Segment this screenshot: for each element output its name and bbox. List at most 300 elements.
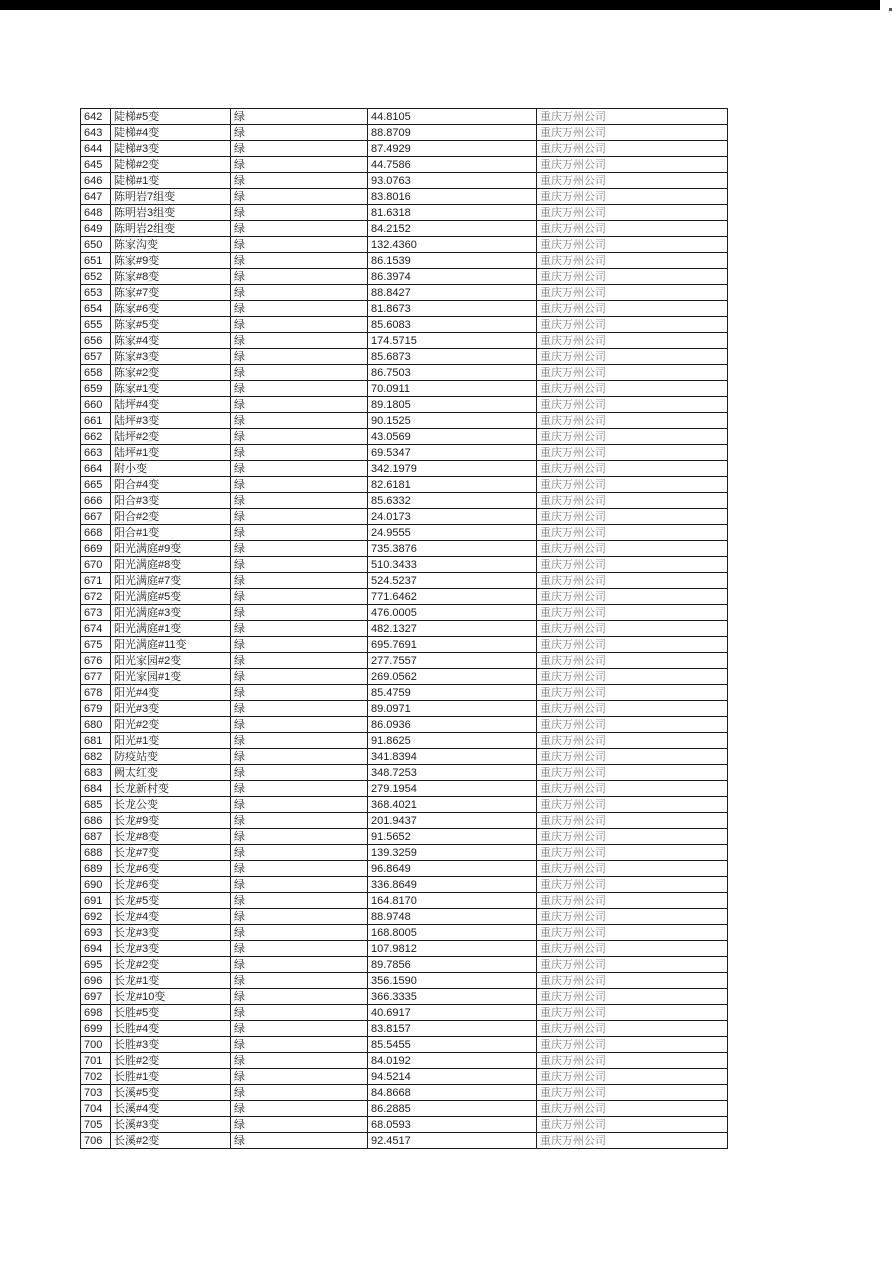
cell-name: 长龙#8变 [111, 829, 231, 845]
cell-status: 绿 [231, 637, 368, 653]
cell-name: 陈明岩2组变 [111, 221, 231, 237]
table-row [81, 989, 728, 1005]
cell-company: 重庆万州公司 [537, 845, 728, 861]
cell-company: 重庆万州公司 [537, 333, 728, 349]
table-row [81, 749, 728, 765]
cell-id: 705 [81, 1117, 111, 1133]
cell-status: 绿 [231, 685, 368, 701]
table-row [81, 765, 728, 781]
table-row [81, 733, 728, 749]
cell-value: 695.7691 [368, 637, 537, 653]
cell-status: 绿 [231, 509, 368, 525]
cell-id: 642 [81, 109, 111, 125]
cell-value: 24.0173 [368, 509, 537, 525]
cell-name: 陡梯#2变 [111, 157, 231, 173]
cell-company: 重庆万州公司 [537, 525, 728, 541]
table-row [81, 797, 728, 813]
table-row [81, 253, 728, 269]
cell-company: 重庆万州公司 [537, 317, 728, 333]
table-row [81, 861, 728, 877]
table-row [81, 829, 728, 845]
cell-value: 342.1979 [368, 461, 537, 477]
cell-value: 510.3433 [368, 557, 537, 573]
cell-id: 650 [81, 237, 111, 253]
cell-company: 重庆万州公司 [537, 781, 728, 797]
cell-company: 重庆万州公司 [537, 1037, 728, 1053]
cell-value: 84.2152 [368, 221, 537, 237]
cell-value: 40.6917 [368, 1005, 537, 1021]
cell-status: 绿 [231, 749, 368, 765]
cell-status: 绿 [231, 621, 368, 637]
cell-value: 91.8625 [368, 733, 537, 749]
table-row [81, 477, 728, 493]
cell-status: 绿 [231, 573, 368, 589]
cell-name: 长龙#7变 [111, 845, 231, 861]
cell-status: 绿 [231, 381, 368, 397]
cell-name: 防疫站变 [111, 749, 231, 765]
cell-status: 绿 [231, 189, 368, 205]
cell-name: 长龙#4变 [111, 909, 231, 925]
cell-status: 绿 [231, 717, 368, 733]
cell-name: 陈家#7变 [111, 285, 231, 301]
cell-value: 277.7557 [368, 653, 537, 669]
cell-status: 绿 [231, 477, 368, 493]
cell-company: 重庆万州公司 [537, 925, 728, 941]
cell-id: 684 [81, 781, 111, 797]
cell-value: 69.5347 [368, 445, 537, 461]
cell-id: 670 [81, 557, 111, 573]
cell-id: 704 [81, 1101, 111, 1117]
cell-status: 绿 [231, 333, 368, 349]
cell-value: 43.0569 [368, 429, 537, 445]
cell-value: 24.9555 [368, 525, 537, 541]
cell-status: 绿 [231, 413, 368, 429]
cell-status: 绿 [231, 349, 368, 365]
cell-name: 陈家沟变 [111, 237, 231, 253]
cell-value: 85.6873 [368, 349, 537, 365]
cell-id: 686 [81, 813, 111, 829]
cell-name: 陆坪#2变 [111, 429, 231, 445]
cell-name: 阳合#1变 [111, 525, 231, 541]
cell-value: 89.0971 [368, 701, 537, 717]
cell-name: 陈明岩7组变 [111, 189, 231, 205]
table-row [81, 925, 728, 941]
table-row [81, 413, 728, 429]
cell-id: 668 [81, 525, 111, 541]
cell-status: 绿 [231, 1085, 368, 1101]
cell-status: 绿 [231, 1021, 368, 1037]
cell-name: 陈家#9变 [111, 253, 231, 269]
cell-status: 绿 [231, 205, 368, 221]
table-row [81, 269, 728, 285]
cell-value: 88.9748 [368, 909, 537, 925]
cell-id: 659 [81, 381, 111, 397]
cell-value: 81.6318 [368, 205, 537, 221]
cell-value: 44.7586 [368, 157, 537, 173]
cell-company: 重庆万州公司 [537, 669, 728, 685]
cell-value: 87.4929 [368, 141, 537, 157]
cell-status: 绿 [231, 893, 368, 909]
cell-value: 85.4759 [368, 685, 537, 701]
cell-company: 重庆万州公司 [537, 749, 728, 765]
cell-value: 96.8649 [368, 861, 537, 877]
cell-company: 重庆万州公司 [537, 397, 728, 413]
table-row [81, 525, 728, 541]
cell-company: 重庆万州公司 [537, 173, 728, 189]
cell-value: 476.0005 [368, 605, 537, 621]
cell-name: 阳光满庭#7变 [111, 573, 231, 589]
cell-company: 重庆万州公司 [537, 829, 728, 845]
cell-company: 重庆万州公司 [537, 701, 728, 717]
cell-status: 绿 [231, 109, 368, 125]
cell-name: 陈家#1变 [111, 381, 231, 397]
cell-status: 绿 [231, 925, 368, 941]
cell-status: 绿 [231, 237, 368, 253]
cell-company: 重庆万州公司 [537, 957, 728, 973]
cell-id: 654 [81, 301, 111, 317]
cell-id: 701 [81, 1053, 111, 1069]
cell-id: 677 [81, 669, 111, 685]
cell-name: 长龙#6变 [111, 877, 231, 893]
table-row [81, 509, 728, 525]
cell-company: 重庆万州公司 [537, 157, 728, 173]
cell-id: 663 [81, 445, 111, 461]
table-row [81, 221, 728, 237]
cell-value: 44.8105 [368, 109, 537, 125]
cell-id: 660 [81, 397, 111, 413]
cell-id: 658 [81, 365, 111, 381]
cell-name: 陈家#2变 [111, 365, 231, 381]
cell-status: 绿 [231, 221, 368, 237]
table-row [81, 893, 728, 909]
cell-company: 重庆万州公司 [537, 1133, 728, 1149]
table-row [81, 1053, 728, 1069]
cell-value: 201.9437 [368, 813, 537, 829]
cell-value: 86.1539 [368, 253, 537, 269]
cell-status: 绿 [231, 461, 368, 477]
cell-value: 85.6083 [368, 317, 537, 333]
cell-value: 82.6181 [368, 477, 537, 493]
table-row [81, 1021, 728, 1037]
cell-value: 771.6462 [368, 589, 537, 605]
table-row [81, 189, 728, 205]
table-row [81, 365, 728, 381]
cell-status: 绿 [231, 861, 368, 877]
cell-id: 647 [81, 189, 111, 205]
cell-id: 696 [81, 973, 111, 989]
cell-company: 重庆万州公司 [537, 349, 728, 365]
cell-value: 85.5455 [368, 1037, 537, 1053]
cell-company: 重庆万州公司 [537, 765, 728, 781]
cell-status: 绿 [231, 653, 368, 669]
cell-value: 164.8170 [368, 893, 537, 909]
cell-status: 绿 [231, 525, 368, 541]
cell-id: 652 [81, 269, 111, 285]
cell-name: 陈家#6变 [111, 301, 231, 317]
cell-status: 绿 [231, 269, 368, 285]
cell-company: 重庆万州公司 [537, 429, 728, 445]
cell-status: 绿 [231, 957, 368, 973]
cell-value: 91.5652 [368, 829, 537, 845]
cell-name: 长龙#3变 [111, 941, 231, 957]
cell-company: 重庆万州公司 [537, 301, 728, 317]
cell-id: 662 [81, 429, 111, 445]
table-row [81, 157, 728, 173]
cell-company: 重庆万州公司 [537, 717, 728, 733]
cell-company: 重庆万州公司 [537, 509, 728, 525]
cell-value: 94.5214 [368, 1069, 537, 1085]
cell-company: 重庆万州公司 [537, 237, 728, 253]
table-row [81, 141, 728, 157]
cell-company: 重庆万州公司 [537, 381, 728, 397]
cell-id: 692 [81, 909, 111, 925]
cell-name: 阳光满庭#3变 [111, 605, 231, 621]
cell-value: 482.1327 [368, 621, 537, 637]
table-row [81, 205, 728, 221]
cell-value: 83.8157 [368, 1021, 537, 1037]
cell-id: 643 [81, 125, 111, 141]
table-row [81, 285, 728, 301]
cell-name: 陡梯#1变 [111, 173, 231, 189]
cell-status: 绿 [231, 429, 368, 445]
cell-id: 669 [81, 541, 111, 557]
cell-company: 重庆万州公司 [537, 893, 728, 909]
cell-id: 667 [81, 509, 111, 525]
cell-value: 70.0911 [368, 381, 537, 397]
cell-company: 重庆万州公司 [537, 189, 728, 205]
cell-status: 绿 [231, 557, 368, 573]
cell-id: 666 [81, 493, 111, 509]
cell-status: 绿 [231, 1069, 368, 1085]
cell-value: 107.9812 [368, 941, 537, 957]
cell-status: 绿 [231, 781, 368, 797]
table-row [81, 445, 728, 461]
cell-value: 88.8427 [368, 285, 537, 301]
cell-value: 88.8709 [368, 125, 537, 141]
cell-id: 695 [81, 957, 111, 973]
cell-name: 阳光家园#1变 [111, 669, 231, 685]
cell-id: 646 [81, 173, 111, 189]
cell-id: 661 [81, 413, 111, 429]
cell-company: 重庆万州公司 [537, 141, 728, 157]
cell-id: 699 [81, 1021, 111, 1037]
table-row [81, 381, 728, 397]
cell-id: 671 [81, 573, 111, 589]
cell-company: 重庆万州公司 [537, 685, 728, 701]
table-row [81, 637, 728, 653]
cell-id: 698 [81, 1005, 111, 1021]
cell-id: 703 [81, 1085, 111, 1101]
cell-name: 长龙公变 [111, 797, 231, 813]
cell-name: 长龙#5变 [111, 893, 231, 909]
cell-value: 89.1805 [368, 397, 537, 413]
cell-name: 长龙新村变 [111, 781, 231, 797]
cell-status: 绿 [231, 941, 368, 957]
cell-name: 陆坪#4变 [111, 397, 231, 413]
cell-status: 绿 [231, 1133, 368, 1149]
cell-company: 重庆万州公司 [537, 605, 728, 621]
cell-status: 绿 [231, 173, 368, 189]
cell-id: 679 [81, 701, 111, 717]
cell-name: 陈家#4变 [111, 333, 231, 349]
cell-id: 655 [81, 317, 111, 333]
cell-name: 阳光满庭#9变 [111, 541, 231, 557]
cell-company: 重庆万州公司 [537, 1085, 728, 1101]
cell-company: 重庆万州公司 [537, 861, 728, 877]
cell-name: 长溪#4变 [111, 1101, 231, 1117]
cell-status: 绿 [231, 1005, 368, 1021]
cell-name: 陈家#5变 [111, 317, 231, 333]
cell-id: 678 [81, 685, 111, 701]
cell-value: 84.0192 [368, 1053, 537, 1069]
cell-name: 长溪#2变 [111, 1133, 231, 1149]
cell-status: 绿 [231, 765, 368, 781]
cell-value: 336.8649 [368, 877, 537, 893]
table-row [81, 301, 728, 317]
table-row [81, 877, 728, 893]
cell-name: 阳光满庭#5变 [111, 589, 231, 605]
cell-value: 168.8005 [368, 925, 537, 941]
cell-id: 680 [81, 717, 111, 733]
cell-name: 阳光#1变 [111, 733, 231, 749]
cell-name: 阳光#4变 [111, 685, 231, 701]
cell-value: 86.3974 [368, 269, 537, 285]
cell-company: 重庆万州公司 [537, 1117, 728, 1133]
cell-value: 86.2885 [368, 1101, 537, 1117]
cell-company: 重庆万州公司 [537, 445, 728, 461]
table-row [81, 669, 728, 685]
cell-name: 长胜#2变 [111, 1053, 231, 1069]
cell-name: 阙太红变 [111, 765, 231, 781]
cell-company: 重庆万州公司 [537, 205, 728, 221]
cell-value: 524.5237 [368, 573, 537, 589]
table-row [81, 781, 728, 797]
cell-company: 重庆万州公司 [537, 1021, 728, 1037]
cell-name: 阳合#2变 [111, 509, 231, 525]
cell-name: 长龙#2变 [111, 957, 231, 973]
cell-value: 86.7503 [368, 365, 537, 381]
table-row [81, 845, 728, 861]
cell-name: 阳光满庭#1变 [111, 621, 231, 637]
cell-id: 681 [81, 733, 111, 749]
cell-company: 重庆万州公司 [537, 269, 728, 285]
cell-value: 85.6332 [368, 493, 537, 509]
table-row [81, 109, 728, 125]
cell-id: 676 [81, 653, 111, 669]
cell-value: 735.3876 [368, 541, 537, 557]
cell-id: 685 [81, 797, 111, 813]
cell-company: 重庆万州公司 [537, 493, 728, 509]
cell-company: 重庆万州公司 [537, 477, 728, 493]
cell-status: 绿 [231, 1037, 368, 1053]
cell-name: 陈家#8变 [111, 269, 231, 285]
cell-status: 绿 [231, 669, 368, 685]
table-row [81, 1005, 728, 1021]
cell-name: 阳合#4变 [111, 477, 231, 493]
table-body [81, 109, 728, 1149]
table-row [81, 813, 728, 829]
top-black-bar [0, 0, 880, 10]
cell-company: 重庆万州公司 [537, 909, 728, 925]
cell-id: 702 [81, 1069, 111, 1085]
cell-id: 675 [81, 637, 111, 653]
cell-status: 绿 [231, 1101, 368, 1117]
table-row [81, 957, 728, 973]
table-row [81, 237, 728, 253]
cell-company: 重庆万州公司 [537, 813, 728, 829]
table-row [81, 397, 728, 413]
cell-company: 重庆万州公司 [537, 253, 728, 269]
cell-status: 绿 [231, 1053, 368, 1069]
cell-value: 83.8016 [368, 189, 537, 205]
cell-id: 689 [81, 861, 111, 877]
table-row [81, 717, 728, 733]
cell-name: 长溪#5变 [111, 1085, 231, 1101]
cell-id: 697 [81, 989, 111, 1005]
table-row [81, 1085, 728, 1101]
table-row [81, 941, 728, 957]
cell-id: 672 [81, 589, 111, 605]
cell-name: 阳合#3变 [111, 493, 231, 509]
table-row [81, 125, 728, 141]
cell-status: 绿 [231, 589, 368, 605]
cell-status: 绿 [231, 813, 368, 829]
cell-id: 706 [81, 1133, 111, 1149]
table-row [81, 317, 728, 333]
table-row [81, 1101, 728, 1117]
cell-company: 重庆万州公司 [537, 1053, 728, 1069]
cell-status: 绿 [231, 285, 368, 301]
cell-name: 阳光#3变 [111, 701, 231, 717]
cell-company: 重庆万州公司 [537, 557, 728, 573]
cell-status: 绿 [231, 125, 368, 141]
cell-company: 重庆万州公司 [537, 589, 728, 605]
cell-name: 长胜#5变 [111, 1005, 231, 1021]
cell-status: 绿 [231, 733, 368, 749]
cell-value: 366.3335 [368, 989, 537, 1005]
cell-id: 682 [81, 749, 111, 765]
cell-company: 重庆万州公司 [537, 797, 728, 813]
cell-id: 645 [81, 157, 111, 173]
cell-id: 673 [81, 605, 111, 621]
cell-value: 341.8394 [368, 749, 537, 765]
cell-company: 重庆万州公司 [537, 733, 728, 749]
cell-company: 重庆万州公司 [537, 989, 728, 1005]
cell-status: 绿 [231, 365, 368, 381]
table-row [81, 589, 728, 605]
cell-id: 644 [81, 141, 111, 157]
cell-name: 长龙#9变 [111, 813, 231, 829]
cell-status: 绿 [231, 141, 368, 157]
table-row [81, 541, 728, 557]
cell-name: 陈明岩3组变 [111, 205, 231, 221]
cell-value: 92.4517 [368, 1133, 537, 1149]
cell-company: 重庆万州公司 [537, 413, 728, 429]
cell-value: 81.8673 [368, 301, 537, 317]
cell-company: 重庆万州公司 [537, 637, 728, 653]
cell-id: 691 [81, 893, 111, 909]
cell-status: 绿 [231, 493, 368, 509]
cell-id: 653 [81, 285, 111, 301]
cell-company: 重庆万州公司 [537, 653, 728, 669]
table-row [81, 1069, 728, 1085]
cell-company: 重庆万州公司 [537, 941, 728, 957]
cell-name: 附小变 [111, 461, 231, 477]
cell-id: 683 [81, 765, 111, 781]
cell-company: 重庆万州公司 [537, 285, 728, 301]
cell-company: 重庆万州公司 [537, 461, 728, 477]
table-row [81, 1117, 728, 1133]
